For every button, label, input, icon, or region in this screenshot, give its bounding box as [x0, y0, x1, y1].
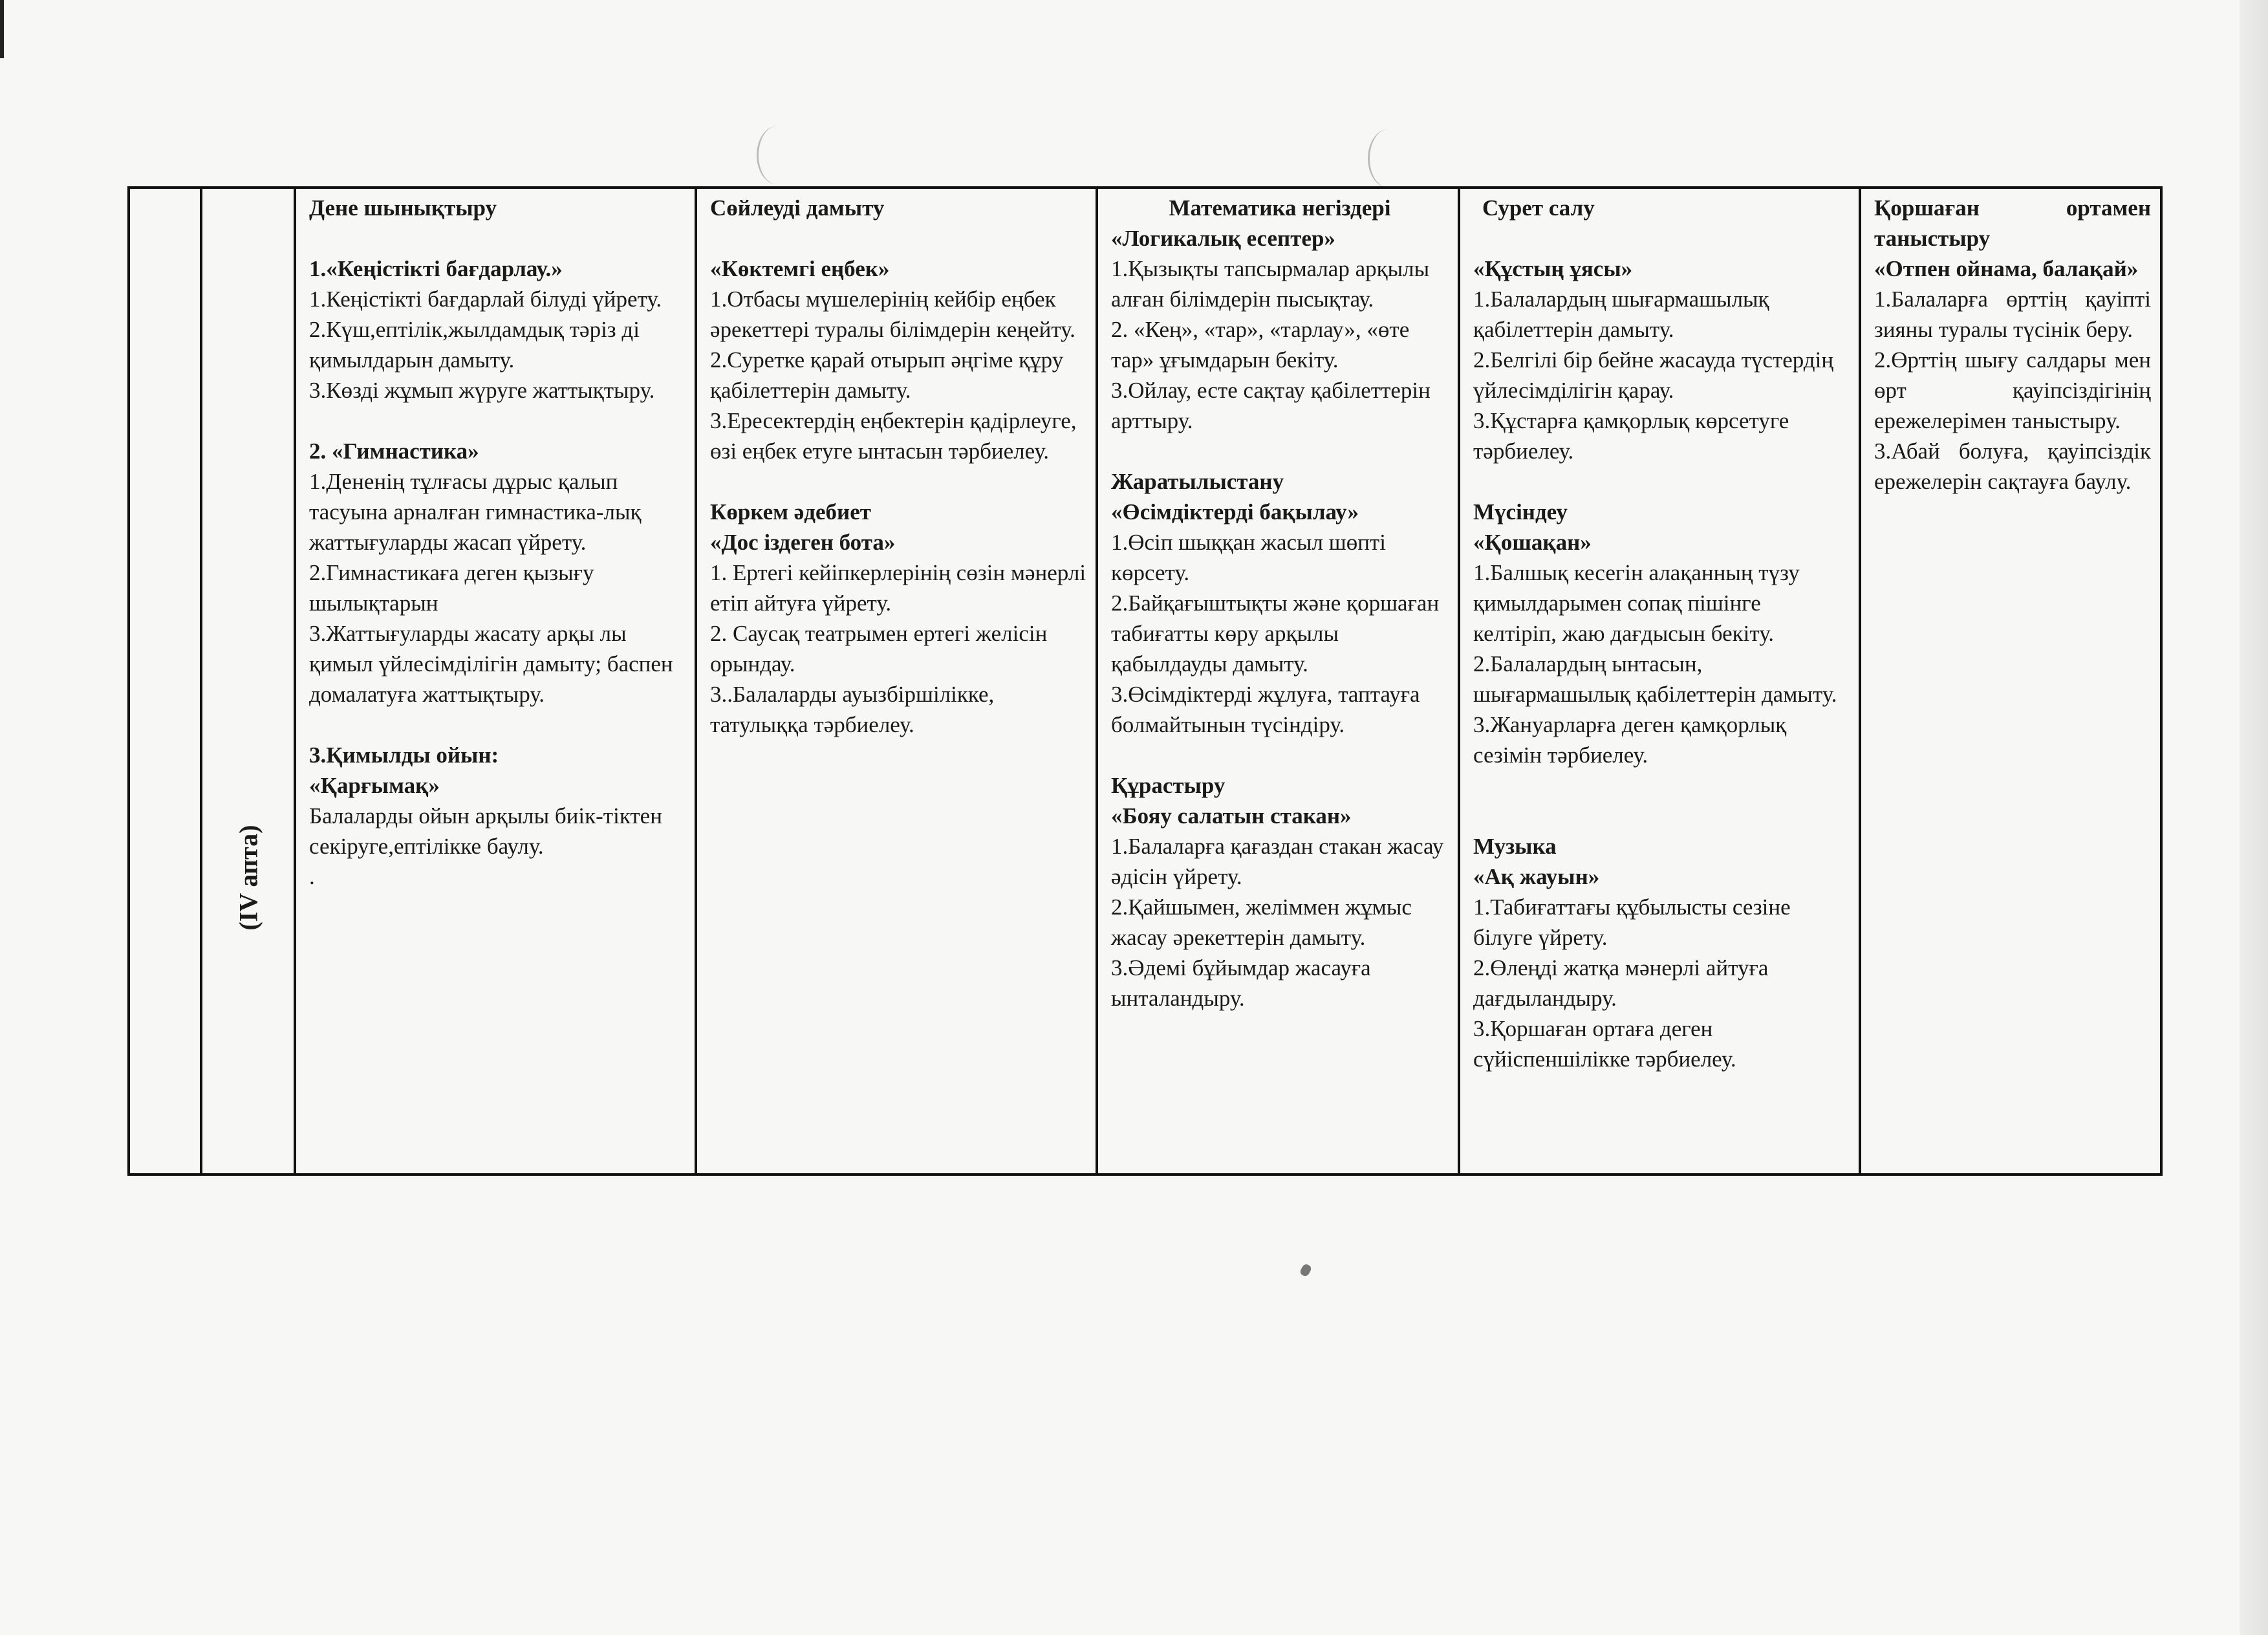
- subject-subheading: Құрастыру: [1111, 773, 1226, 798]
- subject-cell-physical-education: [295, 188, 696, 1175]
- scan-speck: [1299, 1263, 1312, 1278]
- objective: 3.Өсімдіктерді жұлуға, таптауға болмайтынын түсіндіру.: [1111, 682, 1420, 737]
- punch-hole: [1368, 129, 1409, 188]
- objective: 2.Өлеңді жатқа мәнерлі айтуға дағдыландыру.: [1473, 955, 1769, 1011]
- topic-title: 3.Қимылды ойын:: [309, 742, 499, 768]
- subject-subheading: Музыка: [1473, 834, 1557, 859]
- week-label: (IV апта): [233, 825, 263, 931]
- objective: 1.Қызықты тапсырмалар арқылы алған білімдерін пысықтау.: [1111, 256, 1430, 312]
- objective: 2.Қайшымен, желіммен жұмыс жасау әрекеттерін дамыту.: [1111, 894, 1412, 950]
- topic-title: 1.«Кеңістікті бағдарлау.»: [309, 256, 563, 281]
- subject-cell-drawing: [1459, 188, 1860, 1175]
- empty-cell: [129, 188, 201, 1175]
- objective: 2.Белгілі бір бейне жасауда түстердің үйлесімділігін қарау.: [1473, 347, 1834, 403]
- topic-title: «Дос іздеген бота»: [710, 530, 896, 555]
- objective: 3.Жануарларға деген қамқорлық сезімін тәрбиелеу.: [1473, 712, 1787, 768]
- topic-title: «Көктемгі еңбек»: [710, 256, 890, 281]
- objective: 3.Жаттығуларды жасату арқы лы қимыл үйлесімділігін дамыту; баспен домалатуға жаттықтыру.: [309, 621, 673, 707]
- objective: .: [309, 864, 315, 889]
- objective: 3.Әдемі бұйымдар жасауға ынталандыру.: [1111, 955, 1371, 1011]
- topic-title: «Бояу салатын стакан»: [1111, 803, 1352, 828]
- objective: 1.Балаларға қағаздан стакан жасау әдісін үйрету.: [1111, 834, 1444, 889]
- subject-subheading: Көркем әдебиет: [710, 499, 871, 525]
- subject-heading: Математика негіздері: [1169, 195, 1391, 221]
- objective: 2. Саусақ театрымен ертегі желісін орындау.: [710, 621, 1048, 677]
- objective: 2.Суретке қарай отырып әңгіме құру қабілеттерін дамыту.: [710, 347, 1064, 403]
- subject-heading: Сөйлеуді дамыту: [710, 195, 885, 221]
- lesson-plan-table: [127, 186, 2163, 1176]
- topic-title: «Отпен ойнама, балақай»: [1874, 256, 2139, 281]
- week-cell: [201, 188, 295, 1175]
- objective: 1.Дененің тұлғасы дұрыс қалып тасуына арналған гимнастика-лық жаттығуларды жасап үйрету.: [309, 469, 642, 555]
- objective: 2.Гимнастикаға деген қызығу шылықтарын: [309, 560, 594, 616]
- objective: 2.Балалардың ынтасын, шығармашылық қабілеттерін дамыту.: [1473, 651, 1837, 707]
- objective: 1.Отбасы мүшелерінің кейбір еңбек әрекеттері туралы білімдерін кеңейту.: [710, 287, 1075, 342]
- topic-title: 2. «Гимнастика»: [309, 439, 479, 464]
- topic-title: «Өсімдіктерді бақылау»: [1111, 499, 1359, 525]
- objective: 2.Күш,ептілік,жылдамдық тәріз ді қимылдарын дамыту.: [309, 317, 640, 373]
- objective: Балаларды ойын арқылы биік-тіктен секіруге,ептілікке баулу.: [309, 803, 662, 859]
- objective: 3..Балаларды ауызбіршілікке, татулыққа тәрбиелеу.: [710, 682, 995, 737]
- topic-title: «Логикалық есептер»: [1111, 226, 1335, 251]
- scan-edge: [2240, 0, 2268, 1635]
- objective: 3.Құстарға қамқорлық көрсетуге тәрбиелеу.: [1473, 408, 1789, 464]
- topic-title: «Қошақан»: [1473, 530, 1592, 555]
- objective: 2.Өрттің шығу салдары мен өрт қауіпсіздігінің ережелерімен таныстыру.: [1874, 347, 2151, 433]
- table-row: [129, 188, 2161, 1175]
- subject-heading: Сурет салу: [1482, 195, 1595, 221]
- subject-subheading: Жаратылыстану: [1111, 469, 1284, 494]
- scan-edge: [0, 0, 4, 58]
- topic-title: «Құстың ұясы»: [1473, 256, 1633, 281]
- subject-cell-mathematics: [1097, 188, 1459, 1175]
- objective: 3.Ойлау, есте сақтау қабілеттерін арттыру.: [1111, 378, 1431, 433]
- topic-title: «Ақ жауын»: [1473, 864, 1600, 889]
- objective: 1. Ертегі кейіпкерлерінің сөзін мәнерлі етіп айтуға үйрету.: [710, 560, 1086, 616]
- subject-cell-environment: [1860, 188, 2161, 1175]
- objective: 1.Балаларға өрттің қауіпті зияны туралы түсінік беру.: [1874, 287, 2151, 342]
- objective: 3.Абай болуға, қауіпсіздік ережелерін сақтауға баулу.: [1874, 439, 2151, 494]
- objective: 3.Ересектердің еңбектерін қадірлеуге, өзі еңбек етуге ынтасын тәрбиелеу.: [710, 408, 1077, 464]
- objective: 3.Қоршаған ортаға деген сүйіспеншілікке тәрбиелеу.: [1473, 1016, 1736, 1072]
- subject-heading: Дене шынықтыру: [309, 195, 497, 221]
- objective: 1.Кеңістікті бағдарлай білуді үйрету.: [309, 287, 662, 312]
- objective: 1.Табиғаттағы құбылысты сезіне білуге үйрету.: [1473, 894, 1791, 950]
- subject-heading: Қоршаған ортамен таныстыру: [1874, 195, 2151, 251]
- subject-cell-speech-development: [696, 188, 1097, 1175]
- punch-hole: [757, 126, 797, 184]
- objective: 2. «Кең», «тар», «тарлау», «өте тар» ұғымдарын бекіту.: [1111, 317, 1410, 373]
- objective: 1.Балалардың шығармашылық қабілеттерін дамыту.: [1473, 287, 1769, 342]
- objective: 3.Көзді жұмып жүруге жаттықтыру.: [309, 378, 655, 403]
- objective: 1.Балшық кесегін алақанның түзу қимылдарымен сопақ пішінге келтіріп, жаю дағдысын бекіту.: [1473, 560, 1800, 646]
- objective: 2.Байқағыштықты және қоршаған табиғатты көру арқылы қабылдауды дамыту.: [1111, 590, 1440, 677]
- subject-subheading: Мүсіндеу: [1473, 499, 1568, 525]
- topic-subtitle: «Қарғымақ»: [309, 773, 440, 798]
- objective: 1.Өсіп шыққан жасыл шөпті көрсету.: [1111, 530, 1386, 585]
